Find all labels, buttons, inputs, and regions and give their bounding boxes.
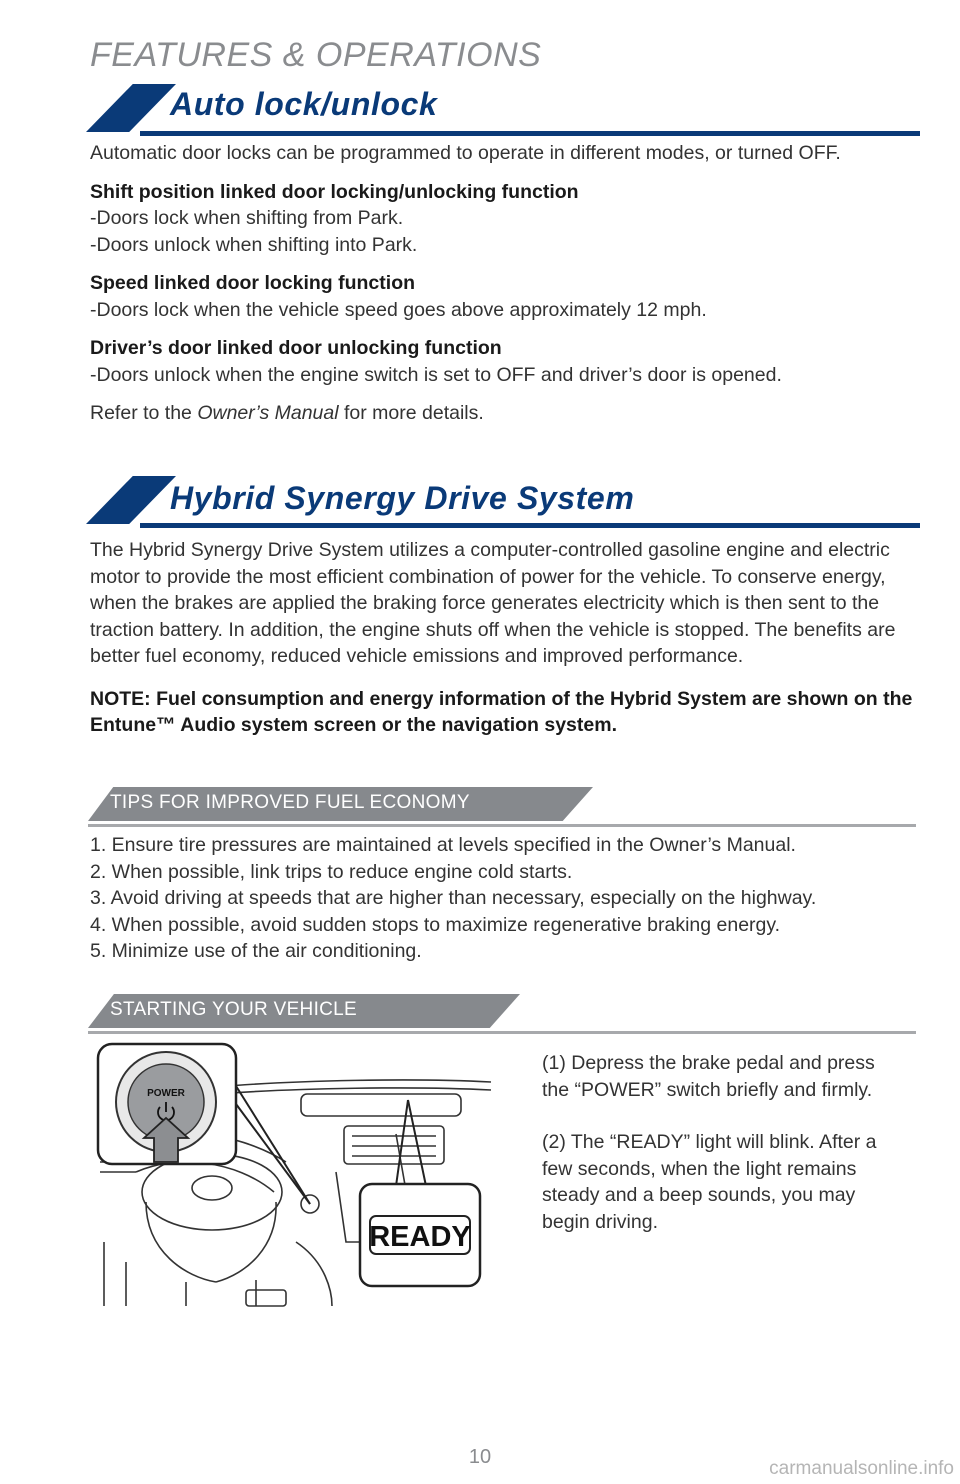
- driver-line-1: -Doors unlock when the engine switch is set to OFF and driver’s door is opened.: [90, 363, 782, 386]
- hybrid-section: [90, 537, 920, 739]
- speed-heading: Speed linked door locking function: [90, 272, 416, 294]
- page-number: 10: [468, 1446, 492, 1468]
- auto-lock-intro: Automatic door locks can be programmed to operate in different modes, or turned OFF.: [90, 142, 841, 164]
- hybrid-body: The Hybrid Synergy Drive System utilizes a computer-controlled gasoline engine and electric motor to provide the most efficient combination of power for the vehicle. To conserve energy, when the brakes are applied the braking force generates electricity which is then sent to the traction battery. In addition, the engine shuts off when the vehicle is stopped. The benefits are better fuel economy, reduced vehicle emissions and improved performance.: [90, 539, 896, 667]
- hybrid-note: NOTE: Fuel consumption and energy information of the Hybrid System are shown on the Entune™ Audio system screen or the navigation system.: [90, 687, 913, 736]
- tip-item-2: 2. When possible, link trips to reduce engine cold starts.: [90, 860, 573, 883]
- tips-label: TIPS FOR IMPROVED FUEL ECONOMY: [110, 792, 470, 813]
- power-button-illustration: [96, 1042, 496, 1308]
- auto-lock-section: [90, 140, 910, 427]
- speed-line-1: -Doors lock when the vehicle speed goes above approximately 12 mph.: [90, 298, 707, 321]
- starting-step-2: (2) The “READY” light will blink. After a few seconds, when the light remains steady and a beep sounds, you may begin driving.: [542, 1131, 877, 1233]
- shift-line-1: -Doors lock when shifting from Park.: [90, 207, 404, 229]
- watermark: carmanualsonline.info: [769, 1458, 954, 1479]
- power-text: POWER: [147, 1088, 185, 1099]
- refer-line: [90, 400, 910, 427]
- tips-banner-line: [88, 824, 916, 827]
- starting-label: STARTING YOUR VEHICLE: [110, 999, 358, 1020]
- tip-item-3: 3. Avoid driving at speeds that are higher than necessary, especially on the highway.: [90, 887, 817, 909]
- shift-line-2: -Doors unlock when shifting into Park.: [90, 233, 418, 256]
- pointer-line: [236, 1104, 310, 1204]
- refer-suffix: for more details.: [338, 402, 484, 424]
- refer-prefix: Refer to the: [90, 402, 198, 424]
- driver-heading: Driver’s door linked door unlocking function: [90, 337, 502, 359]
- tips-banner: [88, 787, 916, 827]
- banner-line: [140, 131, 920, 136]
- auto-lock-banner: [86, 84, 920, 136]
- shift-heading: Shift position linked door locking/unlocking function: [90, 180, 579, 203]
- starting-banner: [88, 994, 916, 1034]
- hybrid-banner: [86, 476, 920, 528]
- tip-item-5: 5. Minimize use of the air conditioning.: [90, 940, 422, 962]
- tips-list: [90, 832, 940, 965]
- starting-banner-line: [88, 1031, 916, 1034]
- tip-item-1: 1. Ensure tire pressures are maintained at levels specified in the Owner’s Manual.: [90, 834, 796, 856]
- ready-text: READY: [369, 1221, 471, 1253]
- owners-manual-ref: Owner’s Manual: [197, 402, 339, 424]
- tip-item-4: 4. When possible, avoid sudden stops to maximize regenerative braking energy.: [90, 913, 781, 936]
- starting-step-1: (1) Depress the brake pedal and press the “POWER” switch briefly and firmly.: [542, 1052, 875, 1101]
- banner-line: [140, 523, 920, 528]
- banner-triangle: [86, 84, 176, 132]
- pointer-line: [236, 1086, 310, 1204]
- auto-lock-title: Auto lock/unlock: [170, 86, 438, 122]
- page-header: FEATURES & OPERATIONS: [90, 36, 542, 74]
- hybrid-title: Hybrid Synergy Drive System: [170, 480, 635, 516]
- pointer-line: [408, 1100, 426, 1186]
- banner-triangle: [86, 476, 176, 524]
- starting-steps: [542, 1050, 902, 1235]
